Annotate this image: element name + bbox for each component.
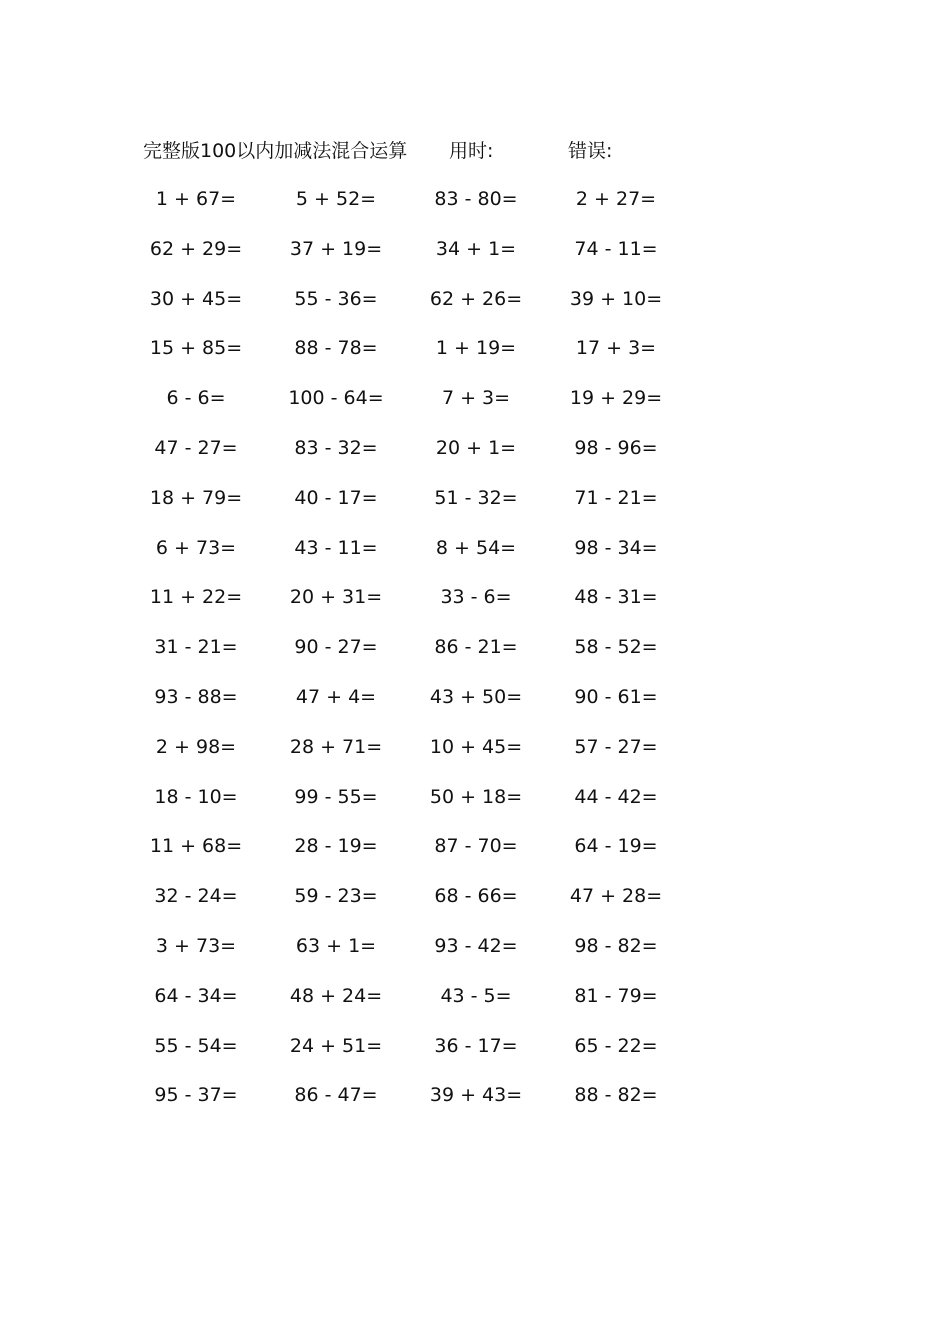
- math-problem: 43 - 11=: [294, 536, 378, 559]
- math-problem: 47 - 27=: [154, 436, 238, 459]
- math-problem: 100 - 64=: [288, 387, 384, 410]
- problem-row: [0, 184, 950, 234]
- math-problem: 62 + 29=: [149, 237, 243, 260]
- math-problem: 90 - 61=: [574, 685, 658, 708]
- math-problem: 31 - 21=: [154, 636, 238, 659]
- math-problem: 55 - 54=: [154, 1034, 238, 1057]
- math-problem: 2 + 27=: [575, 188, 657, 210]
- math-problem: 28 + 71=: [289, 735, 383, 758]
- problem-row: [0, 1031, 950, 1081]
- problem-row: [0, 881, 950, 931]
- problem-row: [0, 383, 950, 433]
- math-problem: 36 - 17=: [434, 1034, 518, 1057]
- time-label: 用时:: [449, 140, 494, 162]
- math-problem: 87 - 70=: [434, 835, 518, 858]
- problem-row: [0, 284, 950, 334]
- math-problem: 44 - 42=: [574, 785, 658, 808]
- problem-row: [0, 533, 950, 583]
- math-problem: 63 + 1=: [295, 934, 377, 957]
- math-problem: 86 - 47=: [294, 1084, 378, 1107]
- math-problem: 37 + 19=: [289, 237, 383, 260]
- math-problem: 90 - 27=: [294, 636, 378, 659]
- problem-row: [0, 483, 950, 533]
- problem-row: [0, 981, 950, 1031]
- math-problem: 88 - 78=: [294, 337, 378, 360]
- math-problem: 50 + 18=: [429, 785, 523, 808]
- math-problem: 34 + 1=: [435, 237, 517, 260]
- math-problem: 81 - 79=: [574, 984, 658, 1007]
- math-problem: 64 - 34=: [154, 984, 238, 1007]
- problem-row: [0, 632, 950, 682]
- math-problem: 98 - 34=: [574, 536, 658, 559]
- math-problem: 1 + 67=: [155, 188, 237, 210]
- math-problem: 24 + 51=: [289, 1034, 383, 1057]
- math-problem: 6 - 6=: [166, 387, 226, 410]
- math-problem: 11 + 22=: [149, 586, 243, 609]
- math-problem: 68 - 66=: [434, 885, 518, 908]
- math-problem: 10 + 45=: [429, 735, 523, 758]
- math-problem: 55 - 36=: [294, 287, 378, 310]
- math-problem: 5 + 52=: [295, 188, 377, 210]
- math-problem: 33 - 6=: [440, 586, 512, 609]
- problem-row: [0, 582, 950, 632]
- math-problem: 39 + 43=: [429, 1084, 523, 1107]
- problem-row: [0, 234, 950, 284]
- math-problem: 59 - 23=: [294, 885, 378, 908]
- math-problem: 43 - 5=: [440, 984, 512, 1007]
- math-problem: 88 - 82=: [574, 1084, 658, 1107]
- math-problem: 15 + 85=: [149, 337, 243, 360]
- math-problem: 11 + 68=: [149, 835, 243, 858]
- math-problem: 19 + 29=: [569, 387, 663, 410]
- problem-row: [0, 682, 950, 732]
- problem-row: [0, 333, 950, 383]
- math-problem: 18 - 10=: [154, 785, 238, 808]
- math-problem: 39 + 10=: [569, 287, 663, 310]
- math-problem: 20 + 1=: [435, 436, 517, 459]
- math-problem: 95 - 37=: [154, 1084, 238, 1107]
- math-problem: 98 - 82=: [574, 934, 658, 957]
- math-problem: 6 + 73=: [155, 536, 237, 559]
- problem-grid: [0, 184, 950, 1130]
- problem-row: [0, 931, 950, 981]
- math-problem: 64 - 19=: [574, 835, 658, 858]
- math-problem: 48 + 24=: [289, 984, 383, 1007]
- math-problem: 28 - 19=: [294, 835, 378, 858]
- problem-row: [0, 433, 950, 483]
- math-problem: 1 + 19=: [435, 337, 517, 360]
- math-problem: 86 - 21=: [434, 636, 518, 659]
- math-problem: 7 + 3=: [441, 387, 511, 410]
- math-problem: 71 - 21=: [574, 486, 658, 509]
- problem-row: [0, 1080, 950, 1130]
- math-problem: 93 - 88=: [154, 685, 238, 708]
- math-problem: 51 - 32=: [434, 486, 518, 509]
- worksheet-title: 完整版100以内加减法混合运算: [143, 140, 408, 162]
- math-problem: 99 - 55=: [294, 785, 378, 808]
- math-problem: 83 - 32=: [294, 436, 378, 459]
- math-problem: 3 + 73=: [155, 934, 237, 957]
- math-problem: 18 + 79=: [149, 486, 243, 509]
- math-problem: 17 + 3=: [575, 337, 657, 360]
- math-problem: 57 - 27=: [574, 735, 658, 758]
- problem-row: [0, 831, 950, 881]
- math-problem: 40 - 17=: [294, 486, 378, 509]
- math-problem: 20 + 31=: [289, 586, 383, 609]
- math-problem: 93 - 42=: [434, 934, 518, 957]
- math-problem: 2 + 98=: [155, 735, 237, 758]
- math-problem: 47 + 28=: [569, 885, 663, 908]
- math-problem: 47 + 4=: [295, 685, 377, 708]
- math-problem: 74 - 11=: [574, 237, 658, 260]
- math-problem: 65 - 22=: [574, 1034, 658, 1057]
- math-problem: 43 + 50=: [429, 685, 523, 708]
- math-problem: 32 - 24=: [154, 885, 238, 908]
- math-problem: 83 - 80=: [434, 188, 518, 210]
- problem-row: [0, 732, 950, 782]
- math-problem: 30 + 45=: [149, 287, 243, 310]
- math-problem: 98 - 96=: [574, 436, 658, 459]
- math-problem: 62 + 26=: [429, 287, 523, 310]
- math-problem: 58 - 52=: [574, 636, 658, 659]
- math-problem: 8 + 54=: [435, 536, 517, 559]
- math-problem: 48 - 31=: [574, 586, 658, 609]
- problem-row: [0, 782, 950, 832]
- error-label: 错误:: [568, 140, 613, 162]
